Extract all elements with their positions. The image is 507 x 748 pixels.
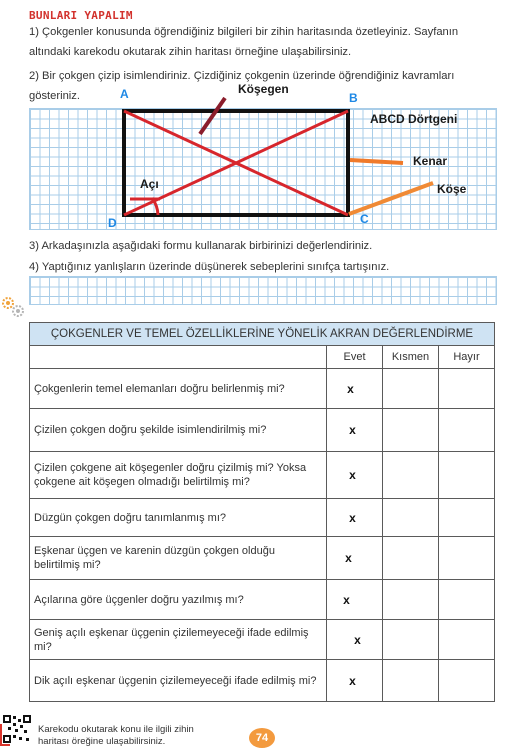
- answer-cell-hayir[interactable]: [439, 499, 495, 537]
- answer-cell-kismen[interactable]: [383, 409, 439, 452]
- check-mark: x: [345, 551, 352, 565]
- shape-name-label: ABCD Dörtgeni: [370, 112, 458, 126]
- check-mark: x: [349, 673, 356, 688]
- answer-cell-hayir[interactable]: [439, 409, 495, 452]
- answer-cell-evet[interactable]: [327, 620, 383, 660]
- diagonal-pointer: [200, 98, 225, 134]
- instruction-4: 4) Yaptığınız yanlışların üzerinde düşünerek sebeplerini sınıfça tartışınız.: [29, 261, 390, 273]
- answer-cell-hayir[interactable]: [439, 369, 495, 409]
- answer-cell-hayir[interactable]: [439, 580, 495, 620]
- peer-evaluation-form: [29, 322, 495, 702]
- answer-cell-evet[interactable]: [327, 409, 383, 452]
- form-title: ÇOKGENLER VE TEMEL ÖZELLİKLERİNE YÖNELİK AKRAN DEĞERLENDİRME: [30, 323, 495, 346]
- answer-cell-kismen[interactable]: [383, 499, 439, 537]
- answer-cell-evet[interactable]: [327, 537, 383, 580]
- answer-cell-hayir[interactable]: [439, 620, 495, 660]
- diagonal-label: Köşegen: [238, 82, 289, 96]
- column-header-hayir: Hayır: [439, 346, 495, 369]
- table-row: [30, 409, 495, 452]
- corner-label: Köşe: [437, 182, 467, 196]
- side-label: Kenar: [413, 154, 448, 168]
- question-text: Çokgenlerin temel elemanları doğru belirlenmiş mi?: [30, 369, 327, 409]
- table-row: [30, 537, 495, 580]
- answer-cell-hayir[interactable]: [439, 537, 495, 580]
- table-row: [30, 580, 495, 620]
- qr-code-icon[interactable]: [0, 708, 32, 748]
- qr-caption: Karekodu okutarak konu ile ilgili zihin haritası öreğine ulaşabilirsiniz.: [38, 724, 194, 747]
- check-mark: x: [349, 423, 356, 437]
- answer-cell-kismen[interactable]: [383, 580, 439, 620]
- answer-cell-kismen[interactable]: [383, 660, 439, 702]
- vertex-d-label: D: [108, 216, 117, 230]
- angle-label: Açı: [140, 177, 159, 191]
- answer-cell-kismen[interactable]: [383, 452, 439, 499]
- instruction-1: 1) Çokgenler konusunda öğrendiğiniz bilgileri bir zihin haritasında özetleyiniz. Sayfanın altındaki karekodu okutarak zihin haritası örneğine ulaşabilirsiniz.: [29, 26, 459, 58]
- answer-cell-evet[interactable]: [327, 369, 383, 409]
- answer-grid: [29, 276, 497, 305]
- page-number: 74: [249, 728, 275, 748]
- question-text: Dik açılı eşkenar üçgenin çizilemeyeceği ifade edilmiş mi?: [30, 660, 327, 702]
- vertex-c-label: C: [360, 212, 369, 226]
- table-row: [30, 660, 495, 702]
- table-row: [30, 499, 495, 537]
- gear-icon: [0, 294, 26, 320]
- answer-cell-evet[interactable]: [327, 580, 383, 620]
- corner-pointer: [349, 183, 433, 214]
- answer-cell-kismen[interactable]: [383, 369, 439, 409]
- instruction-3: 3) Arkadaşınızla aşağıdaki formu kullanarak birbirinizi değerlendiriniz.: [29, 240, 373, 252]
- vertex-b-label: B: [349, 91, 358, 105]
- answer-cell-kismen[interactable]: [383, 537, 439, 580]
- table-row: [30, 620, 495, 660]
- check-mark: x: [343, 592, 350, 607]
- check-mark: x: [349, 510, 356, 525]
- column-header-kismen: Kısmen: [383, 346, 439, 369]
- answer-cell-hayir[interactable]: [439, 452, 495, 499]
- question-text: Geniş açılı eşkenar üçgenin çizilemeyeceği ifade edilmiş mi?: [30, 620, 327, 660]
- check-mark: x: [347, 381, 354, 396]
- table-row: [30, 369, 495, 409]
- table-row: [30, 452, 495, 499]
- answer-cell-kismen[interactable]: [383, 620, 439, 660]
- answer-cell-hayir[interactable]: [439, 660, 495, 702]
- answer-cell-evet[interactable]: [327, 452, 383, 499]
- answer-cell-evet[interactable]: [327, 499, 383, 537]
- column-header-evet: Evet: [327, 346, 383, 369]
- side-pointer: [350, 160, 403, 163]
- question-text: Eşkenar üçgen ve karenin düzgün çokgen olduğu belirtilmiş mi?: [30, 537, 327, 580]
- answer-cell-evet[interactable]: [327, 660, 383, 702]
- check-mark: x: [349, 468, 356, 482]
- question-text: Açılarına göre üçgenler doğru yazılmış mı?: [30, 580, 327, 620]
- vertex-a-label: A: [120, 87, 129, 101]
- instruction-2: 2) Bir çokgen çizip isimlendiriniz. Çizdiğiniz çokgenin üzerinde öğrendiğiniz kavramları gösteriniz.: [29, 70, 455, 102]
- section-heading: BUNLARI YAPALIM: [29, 9, 133, 22]
- question-text: Düzgün çokgen doğru tanımlanmış mı?: [30, 499, 327, 537]
- question-text: Çizilen çokgen doğru şekilde isimlendirilmiş mi?: [30, 409, 327, 452]
- check-mark: x: [354, 632, 361, 647]
- question-column-header: [30, 346, 327, 369]
- question-text: Çizilen çokgene ait köşegenler doğru çizilmiş mi? Yoksa çokgene ait köşegen olmadığı belirtilmiş mi?: [30, 452, 327, 499]
